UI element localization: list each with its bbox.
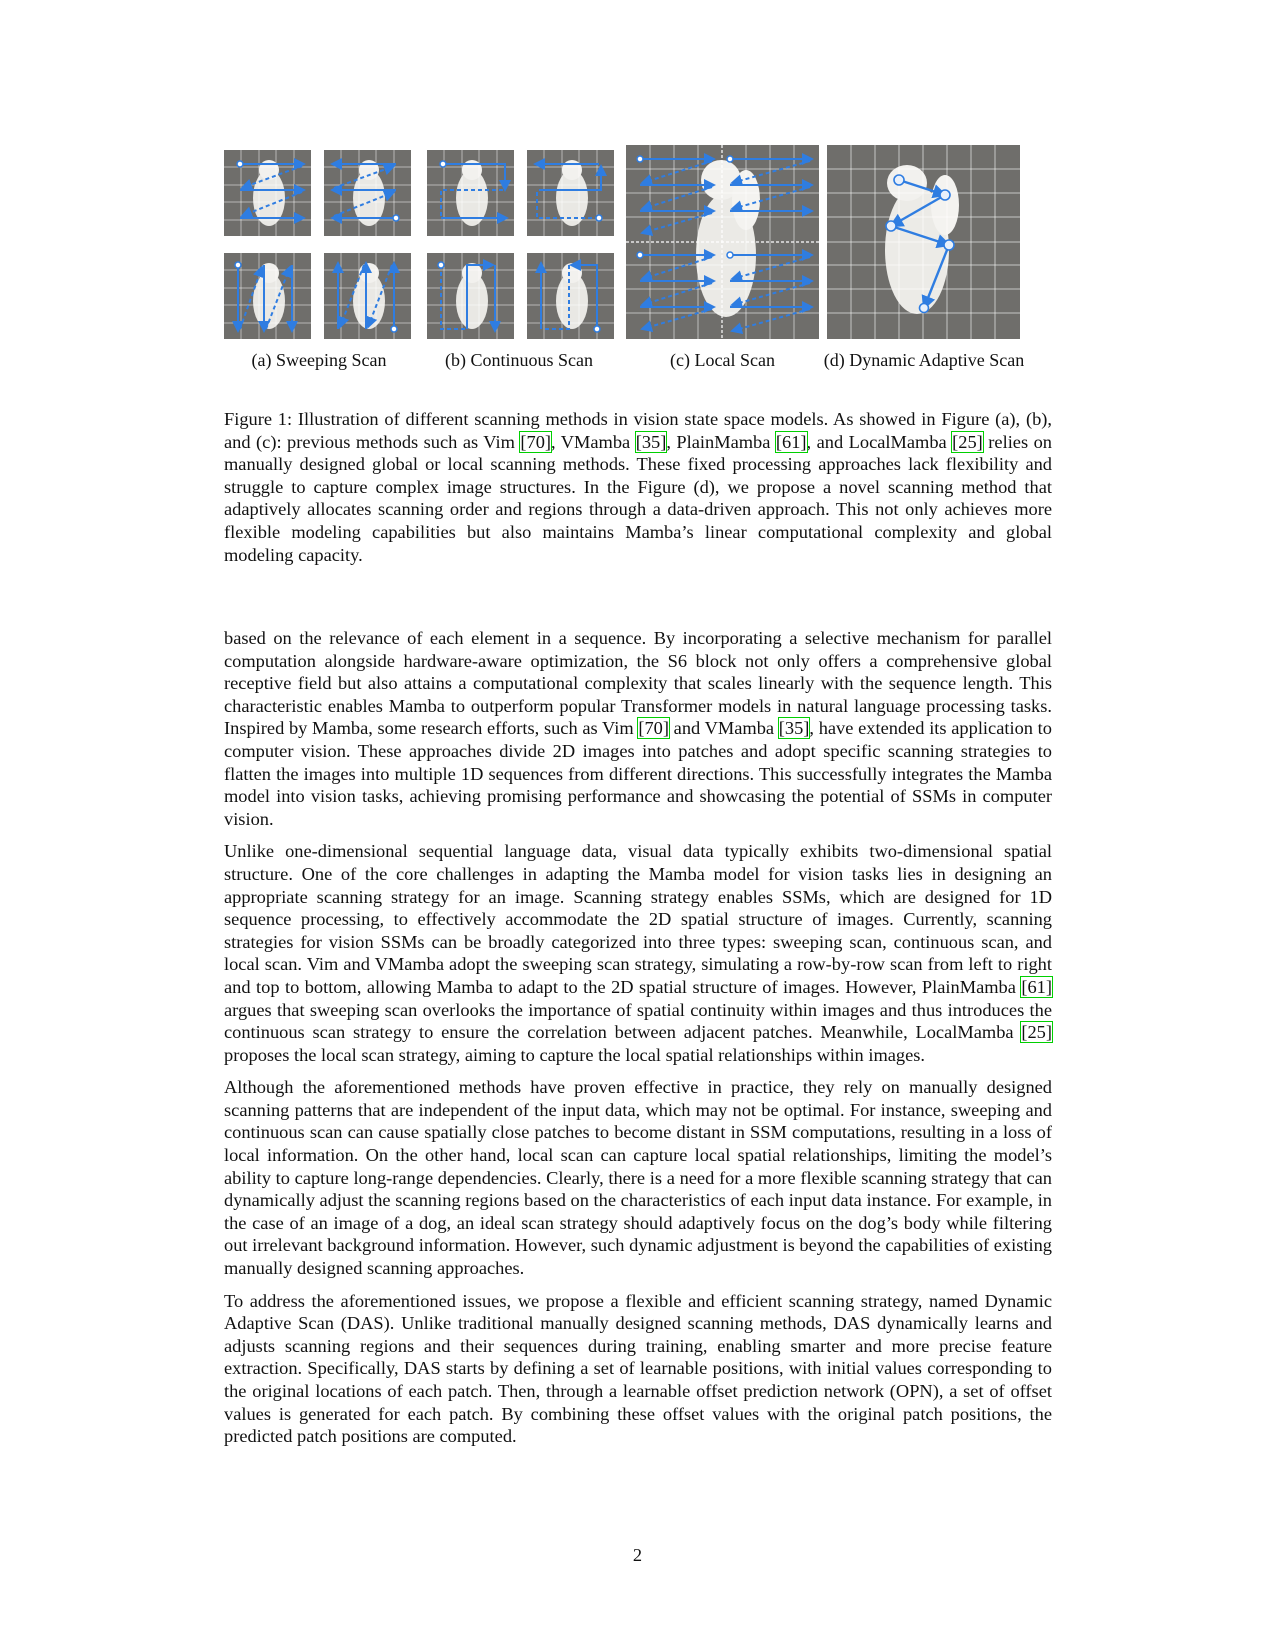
paragraph-text: , have extended its application to computer vision. These approaches divide 2D images into patches and adopt specific scanning strategies to flatten the images into multiple 1D sequences from different directions. This successfully integrates the Mamba model into vision tasks, achieving promising performance and showcasing the potential of SSMs in computer vision. [224, 718, 1052, 829]
paragraph-4: To address the aforementioned issues, we propose a flexible and efficient scanning strategy, named Dynamic Adaptive Scan (DAS). Unlike traditional manually designed scanning methods, DAS dynamically learns and adjusts scanning regions and their sequences during training, enabling smarter and more precise feature extraction. Specifically, DAS starts by defining a set of learnable positions, with initial values corresponding to the original locations of each patch. Then, through a learnable offset prediction network (OPN), a set of offset values is generated for each patch. By combining these offset values with the original patch positions, the predicted patch positions are computed. [224, 1290, 1052, 1447]
continuous-scan-vertical-image [427, 253, 514, 339]
paragraph-text: Unlike one-dimensional sequential language data, visual data typically exhibits two-dimensional spatial structure. One of the core challenges in adapting the Mamba model for vision tasks lies in designing an appropriate scanning strategy for an image. Scanning strategy enables SSMs, which are designed for 1D sequence processing, to effectively accommodate the 2D spatial structure of images. Currently, scanning strategies for vision SSMs can be broadly categorized into three types: sweeping scan, continuous scan, and local scan. Vim and VMamba adopt the sweeping scan strategy, simulating a row-by-row scan from left to right and top to bottom, allowing Mamba to adapt to the 2D spatial structure of images. However, PlainMamba [224, 841, 1052, 997]
subcaption-c: (c) Local Scan [670, 350, 775, 370]
continuous-scan-reverse-image [527, 150, 614, 236]
paragraph-text: argues that sweeping scan overlooks the importance of spatial continuity within images and thus introduces the continuous scan strategy to ensure the correlation between adjacent patches. Meanwhile, LocalMamba [224, 999, 1052, 1043]
caption-text: , VMamba [551, 431, 636, 452]
caption-text: , PlainMamba [666, 431, 776, 452]
citation-link[interactable]: [35] [778, 718, 810, 739]
citation-link[interactable]: [25] [952, 431, 983, 452]
figure-caption [224, 408, 1052, 566]
paragraph-text: based on the relevance of each element in a sequence. By incorporating a selective mechanism for parallel computation alongside hardware-aware optimization, the S6 block not only offers a comprehensive global receptive field but also attains a computational complexity that scales linearly with the sequence length. This characteristic enables Mamba to outperform popular Transformer models in natural language processing tasks. Inspired by Mamba, some research efforts, such as Vim [224, 628, 1052, 739]
sweeping-scan-horizontal-image [224, 150, 311, 236]
page-number: 2 [632, 1545, 643, 1565]
caption-text: relies on manually designed global or local scanning methods. These fixed processing approaches lack flexibility and struggle to capture complex image structures. In the Figure (d), we propose a novel scanning method that adaptively allocates scanning order and regions through a data-driven approach. This not only achieves more flexible modeling capabilities but also maintains Mamba’s linear computational complexity and global modeling capacity. [224, 431, 1052, 565]
continuous-scan-horizontal-image [427, 150, 514, 236]
local-scan-image [626, 145, 819, 339]
sweeping-scan-vertical-image [224, 253, 311, 339]
subcaption-a: (a) Sweeping Scan [251, 350, 387, 370]
citation-link[interactable]: [61] [775, 431, 807, 452]
paragraph-3: Although the aforementioned methods have proven effective in practice, they rely on manually designed scanning patterns that are independent of the input data, which may not be optimal. For instance, sweeping and continuous scan can cause spatially close patches to become distant in SSM computations, resulting in a loss of local information. On the other hand, local scan can capture local spatial relationships, limiting the model’s ability to capture long-range dependencies. Clearly, there is a need for a more flexible scanning strategy that can dynamically adjust the scanning regions based on the characteristics of each input data instance. For example, in the case of an image of a dog, an ideal scan strategy should adaptively focus on the dog’s body while filtering out irrelevant background information. However, such dynamic adjustment is beyond the capabilities of existing manually designed scanning approaches. [224, 1077, 1052, 1279]
subcaption-d: (d) Dynamic Adaptive Scan [823, 350, 1025, 370]
caption-text: , and LocalMamba [806, 431, 953, 452]
continuous-scan-vertical-reverse-image [527, 253, 614, 339]
citation-link[interactable]: [35] [635, 431, 667, 452]
citation-link[interactable]: [25] [1021, 1022, 1052, 1043]
caption-text: Figure 1: Illustration of different scanning methods in vision state space models. As showed in Figure (a), (b), and (c): previous methods such as Vim [224, 409, 1052, 452]
subcaption-b: (b) Continuous Scan [445, 350, 593, 370]
citation-link[interactable]: [70] [520, 431, 552, 452]
sweeping-scan-vertical-reverse-image [324, 253, 411, 339]
paragraph-2 [224, 840, 1052, 1066]
citation-link[interactable]: [61] [1021, 976, 1052, 997]
sweeping-scan-reverse-image [324, 150, 411, 236]
figure-1 [224, 150, 1054, 380]
paragraph-1 [224, 627, 1052, 830]
dynamic-adaptive-scan-image [827, 145, 1020, 339]
paragraph-text: and VMamba [668, 718, 779, 739]
body-text [224, 627, 1052, 1458]
citation-link[interactable]: [70] [638, 718, 669, 739]
paragraph-text: proposes the local scan strategy, aiming to capture the local spatial relationships within images. [224, 1044, 926, 1065]
